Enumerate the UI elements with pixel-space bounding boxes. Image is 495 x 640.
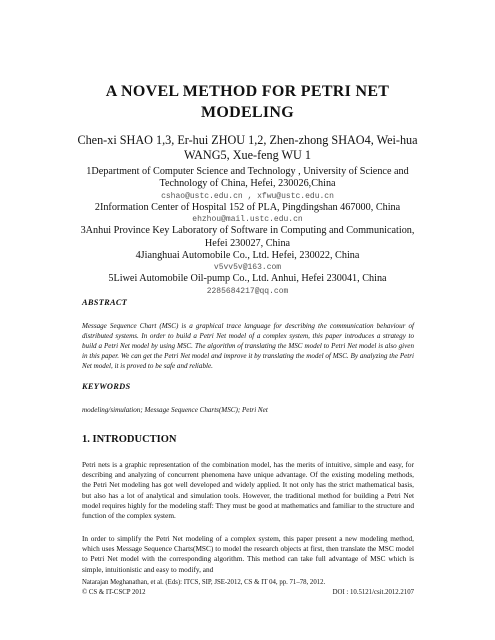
affiliation-line: 5Liwei Automobile Oil-pump Co., Ltd. Anhui, Hefei 230041, China: [108, 273, 387, 285]
introduction-heading: 1. INTRODUCTION: [82, 434, 177, 445]
affiliation-line: 3Anhui Province Key Laboratory of Software in Computing and Communication,: [80, 225, 415, 237]
paper-title-line-2: MODELING: [200, 104, 295, 121]
introduction-paragraph-2: In order to simplify the Petri Net modeling of a complex system, this paper present a new modeling method, which uses Message Sequence Charts(MSC) to model the research objects at first, then translate the MSC model to Petri Net model with the corresponding algorithm. This method can take full advantage of MSC which is simple, intuitionistic and easy to modify, and: [82, 534, 414, 574]
keywords-text: modeling/simulation; Message Sequence Charts(MSC); Petri Net: [82, 406, 268, 414]
doi-text: DOI : 10.5121/csit.2012.2107: [332, 589, 414, 596]
affiliation-email: cshao@ustc.edu.cn , xfwu@ustc.edu.cn: [161, 191, 334, 201]
copyright-text: © CS & IT-CSCP 2012: [82, 589, 146, 596]
introduction-paragraph-1: Petri nets is a graphic representation of the combination model, has the merits of intuitive, simple and easy, for describing and analyzing of concurrent phenomena have unique advantage. Of the existing modeling methods, the Petri Net modeling has got well developed and widely applied. It not only has the strict mathematical basis, but also has a lot of analytical and simulation tools. However, the traditional method for building a Petri Net model requires highly for the modeling staff: They must be good at mathematics and familiar to the structure and function of the complex system.: [82, 460, 414, 521]
affiliation-email: ehzhou@mail.ustc.edu.cn: [192, 215, 303, 225]
affiliation-line: 2Information Center of Hospital 152 of PLA, Pingdingshan 467000, China: [94, 201, 401, 213]
paper-title-line-1: A NOVEL METHOD FOR PETRI NET: [105, 83, 390, 100]
abstract-text: Message Sequence Chart (MSC) is a graphical trace language for describing the communication behaviour of distributed systems. In order to build a Petri Net model of a complex system, this paper introduces a strategy to build a Petri Net model by using MSC. The algorithm of translating the MSC model to Petri Net model is also given in this paper. We can get the Petri Net model and improve it by translating the model of MSC. By analyzing the Petri Net model, it is proved to be safe and reliable.: [82, 322, 414, 371]
affiliation-line: Technology of China, Hefei, 230026,China: [159, 178, 336, 190]
author-list: [60, 133, 435, 163]
affiliations: [70, 166, 425, 297]
affiliation-email: v5vv5v@163.com: [213, 263, 282, 273]
keywords-heading: KEYWORDS: [82, 382, 131, 391]
affiliation-line: Hefei 230027, China: [204, 237, 291, 249]
citation-footer: Natarajan Meghanathan, et al. (Eds): ITCS, SIP, JSE-2012, CS & IT 04, pp. 71–78, 2012.: [82, 579, 326, 586]
copyright-footer: [82, 588, 414, 598]
author-line-1: Chen-xi SHAO 1,3, Er-hui ZHOU 1,2, Zhen-zhong SHAO4, Wei-hua: [77, 133, 418, 147]
affiliation-line: 1Department of Computer Science and Technology , University of Science and: [86, 166, 409, 177]
author-line-2: WANG5, Xue-feng WU 1: [183, 148, 312, 162]
affiliation-line: 4Jianghuai Automobile Co., Ltd. Hefei, 230022, China: [135, 250, 360, 262]
affiliation-email: 2285684217@qq.com: [206, 286, 289, 296]
abstract-heading: ABSTRACT: [82, 298, 128, 307]
